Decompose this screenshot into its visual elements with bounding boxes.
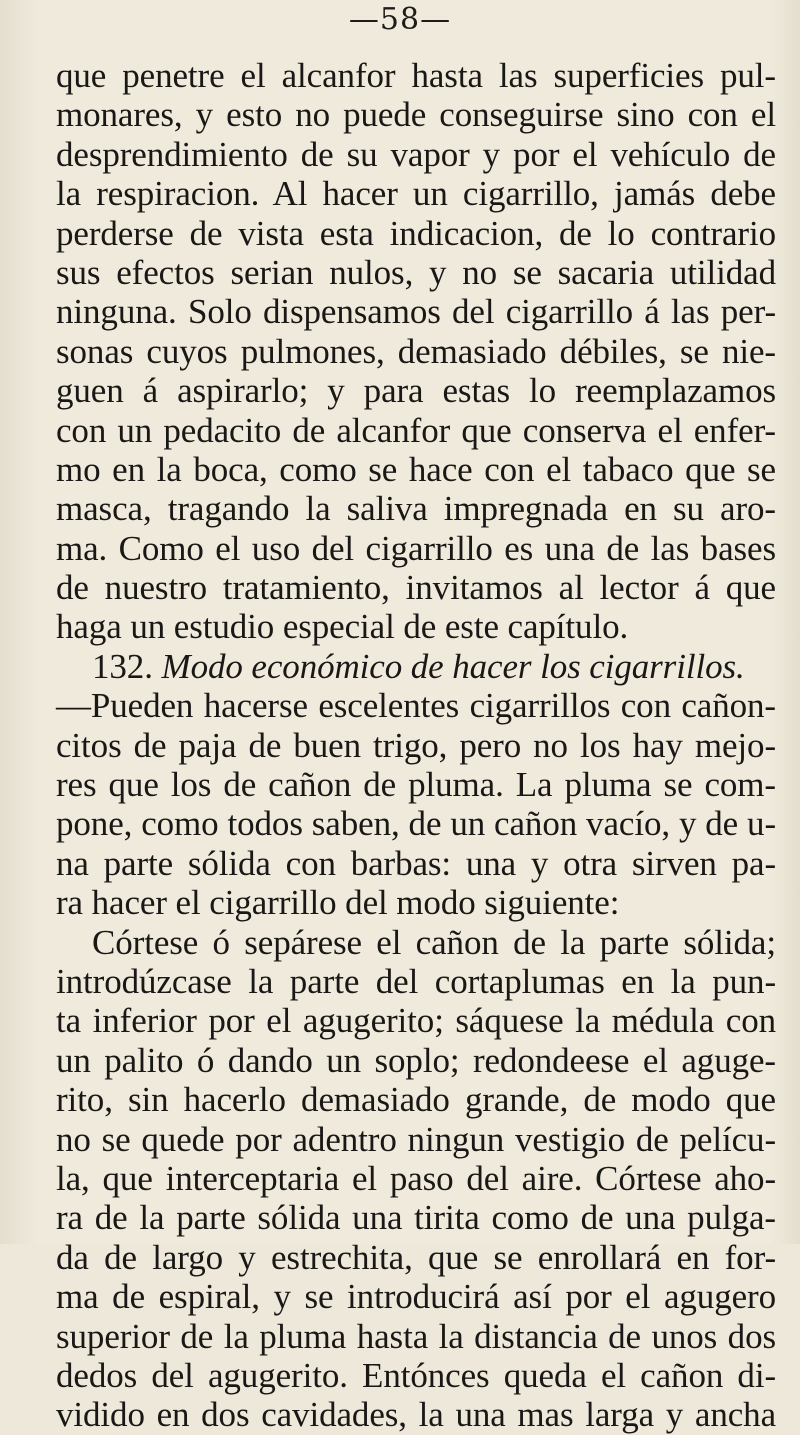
text-line: —Pueden hacerse escelentes cigarrillos con cañon- bbox=[56, 686, 776, 726]
section-heading-line bbox=[56, 647, 776, 686]
text-line: de nuestro tratamiento, invitamos al lector á que bbox=[56, 568, 776, 608]
section-title: Modo económico de hacer los cigarrillos. bbox=[161, 646, 745, 686]
text-line: res que los de cañon de pluma. La pluma se com- bbox=[56, 765, 776, 805]
text-line: superior de la pluma hasta la distancia de unos dos bbox=[56, 1316, 776, 1356]
text-line: introdúzcase la parte del cortaplumas en la pun- bbox=[56, 961, 776, 1001]
text-line: da de largo y estrechita, que se enrollará en for- bbox=[56, 1237, 776, 1277]
text-line: desprendimiento de su vapor y por el vehículo de bbox=[56, 134, 776, 174]
text-line: que penetre el alcanfor hasta las superficies pul- bbox=[56, 56, 776, 95]
text-line: la, que interceptaria el paso del aire. Córtese aho- bbox=[56, 1158, 776, 1198]
text-line: no se quede por adentro ningun vestigio de pelícu- bbox=[56, 1119, 776, 1159]
page-number: —58— bbox=[348, 2, 452, 37]
text-line: perderse de vista esta indicacion, de lo contrario bbox=[56, 213, 776, 253]
text-line: vidido en dos cavidades, la una mas larga y ancha bbox=[56, 1395, 776, 1435]
text-line: dedos del agugerito. Entónces queda el cañon di- bbox=[56, 1355, 776, 1395]
text-line: sonas cuyos pulmones, demasiado débiles, se nie- bbox=[56, 331, 776, 371]
text-line: ninguna. Solo dispensamos del cigarrillo á las per- bbox=[56, 292, 776, 332]
text-line: ma. Como el uso del cigarrillo es una de las bases bbox=[56, 528, 776, 568]
text-line: na parte sólida con barbas: una y otra sirven pa- bbox=[56, 843, 776, 883]
text-line: guen á aspirarlo; y para estas lo reemplazamos bbox=[56, 371, 776, 411]
text-line: ra de la parte sólida una tirita como de una pulga- bbox=[56, 1198, 776, 1238]
text-line: masca, tragando la saliva impregnada en su aro- bbox=[56, 489, 776, 529]
text-line: con un pedacito de alcanfor que conserva el enfer- bbox=[56, 410, 776, 450]
text-line: sus efectos serian nulos, y no se sacaria utilidad bbox=[56, 252, 776, 292]
text-line: haga un estudio especial de este capítulo. bbox=[56, 607, 629, 647]
text-line: un palito ó dando un soplo; redondeese el aguge- bbox=[56, 1040, 776, 1080]
text-line: citos de paja de buen trigo, pero no los hay mejo- bbox=[56, 725, 776, 765]
text-line: ra hacer el cigarrillo del modo siguiente: bbox=[56, 883, 620, 923]
text-line: pone, como todos saben, de un cañon vacío, y de u- bbox=[56, 804, 776, 844]
text-line: monares, y esto no puede conseguirse sino con el bbox=[56, 95, 776, 135]
text-line: mo en la boca, como se hace con el tabaco que se bbox=[56, 449, 776, 489]
text-line: ta inferior por el agugerito; sáquese la médula con bbox=[56, 1001, 776, 1041]
text-line: la respiracion. Al hacer un cigarrillo, jamás debe bbox=[56, 174, 776, 214]
text-line: ma de espiral, y se introducirá así por el agugero bbox=[56, 1277, 776, 1317]
text-line: Córtese ó sepárese el cañon de la parte sólida; bbox=[92, 922, 776, 962]
section-number: 132. bbox=[92, 646, 153, 686]
body-text bbox=[56, 56, 776, 1435]
text-line: rito, sin hacerlo demasiado grande, de modo que bbox=[56, 1080, 776, 1120]
